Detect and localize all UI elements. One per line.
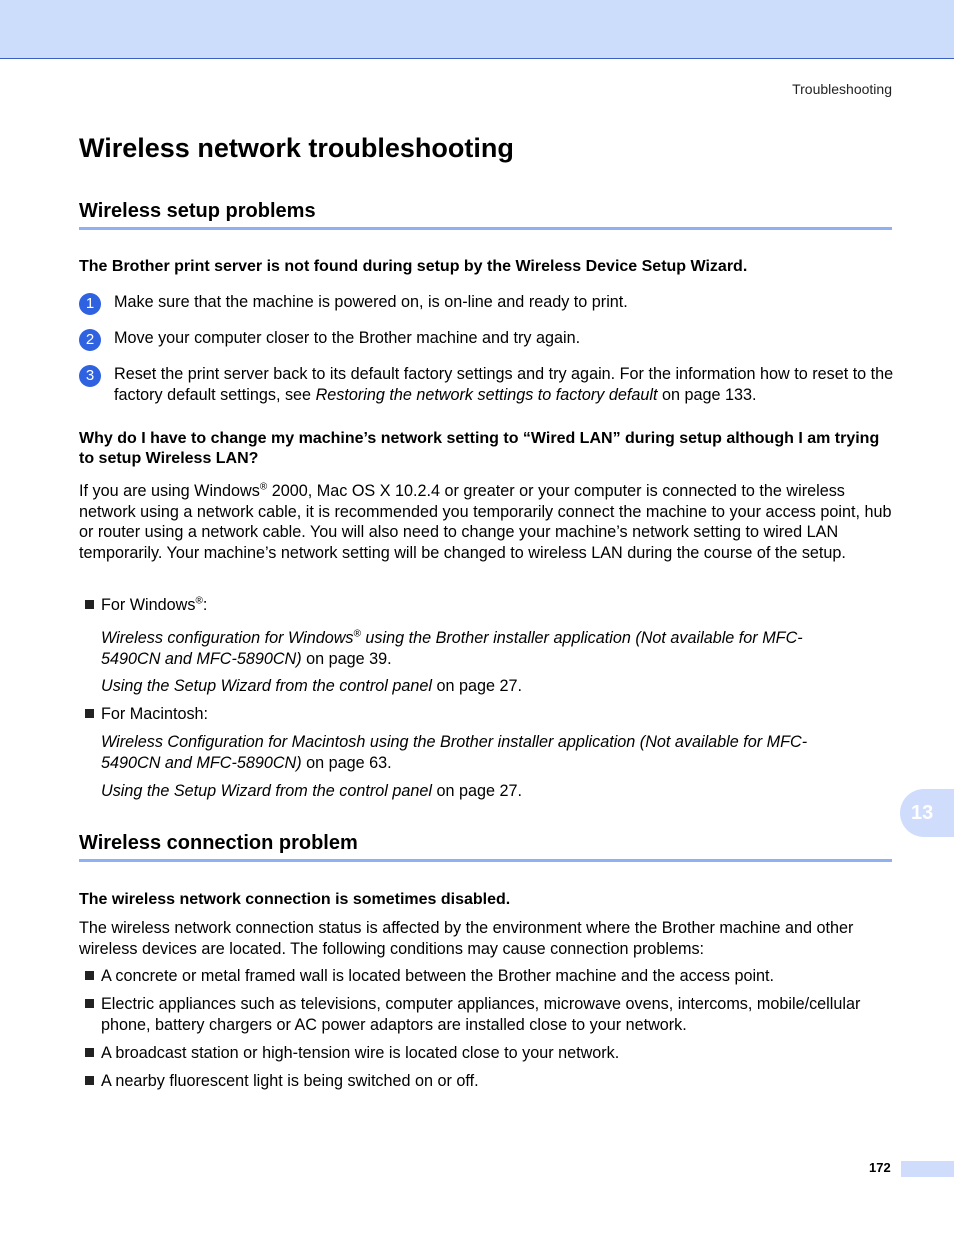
body-paragraph: The wireless network connection status is affected by the environment where the Brother machine and other wireless devices are located. The following conditions may cause connection problems: [79, 919, 854, 958]
running-header: Troubleshooting [792, 81, 892, 97]
step-item [79, 328, 894, 349]
page-title: Wireless network troubleshooting [79, 133, 514, 163]
square-bullet-icon [85, 600, 94, 609]
cross-reference[interactable]: Using the Setup Wizard from the control panel on page 27. [101, 782, 522, 800]
question-heading: The Brother print server is not found during setup by the Wireless Device Setup Wizard. [79, 258, 748, 275]
section-heading-connection: Wireless connection problem [79, 832, 358, 854]
chapter-tab: 13 [900, 789, 954, 837]
list-item: A concrete or metal framed wall is located between the Brother machine and the access point. [85, 966, 895, 987]
step-text: Move your computer closer to the Brother machine and try again. [114, 329, 581, 347]
section-heading-setup: Wireless setup problems [79, 200, 316, 222]
square-bullet-icon [85, 971, 94, 980]
footer-bar [901, 1161, 954, 1177]
step-number-badge: 3 [79, 365, 101, 387]
header-band [0, 0, 954, 59]
square-bullet-icon [85, 1076, 94, 1085]
list-item: For Macintosh: [85, 704, 895, 725]
list-item: Electric appliances such as televisions, computer appliances, microwave ovens, intercoms, mobile/cellular phone, battery chargers or AC power adaptors are installed close to your network. [85, 994, 895, 1035]
step-item [79, 364, 894, 405]
cross-reference[interactable]: Wireless Configuration for Macintosh using the Brother installer application (Not available for MFC-5490CN and MFC-5890CN) on page 63. [101, 733, 808, 772]
step-text: Reset the print server back to its default factory settings and try again. For the information how to reset to the factory default settings, see Restoring the network settings to factory default on page 133. [114, 365, 894, 404]
question-heading: The wireless network connection is sometimes disabled. [79, 891, 511, 908]
step-item [79, 292, 894, 313]
body-paragraph: If you are using Windows® 2000, Mac OS X 10.2.4 or greater or your computer is connected to the wireless network using a network cable, it is recommended you temporarily connect the machine to your access point, hub or router using a network cable. You will also need to change your machine’s network setting to wired LAN temporarily. Your machine’s network setting will be changed to wireless LAN during the course of the setup. [79, 481, 892, 562]
list-item: A nearby fluorescent light is being switched on or off. [85, 1071, 895, 1092]
square-bullet-icon [85, 709, 94, 718]
page-number: 172 [869, 1160, 891, 1175]
cross-reference[interactable]: Wireless configuration for Windows® using the Brother installer application (Not available for MFC-5490CN and MFC-5890CN) on page 39. [101, 628, 803, 668]
step-text: Make sure that the machine is powered on, is on-line and ready to print. [114, 293, 628, 311]
list-item: A broadcast station or high-tension wire is located close to your network. [85, 1043, 895, 1064]
section-rule [79, 859, 892, 862]
cross-reference-link[interactable]: Restoring the network settings to factory default [315, 385, 658, 404]
square-bullet-icon [85, 1048, 94, 1057]
square-bullet-icon [85, 999, 94, 1008]
list-item: For Windows®: [85, 595, 895, 616]
section-rule [79, 227, 892, 230]
step-number-badge: 1 [79, 293, 101, 315]
question-heading: Why do I have to change my machine’s network setting to “Wired LAN” during setup although I am trying to setup Wireless LAN? [79, 430, 880, 467]
step-number-badge: 2 [79, 329, 101, 351]
cross-reference[interactable]: Using the Setup Wizard from the control panel on page 27. [101, 677, 522, 695]
